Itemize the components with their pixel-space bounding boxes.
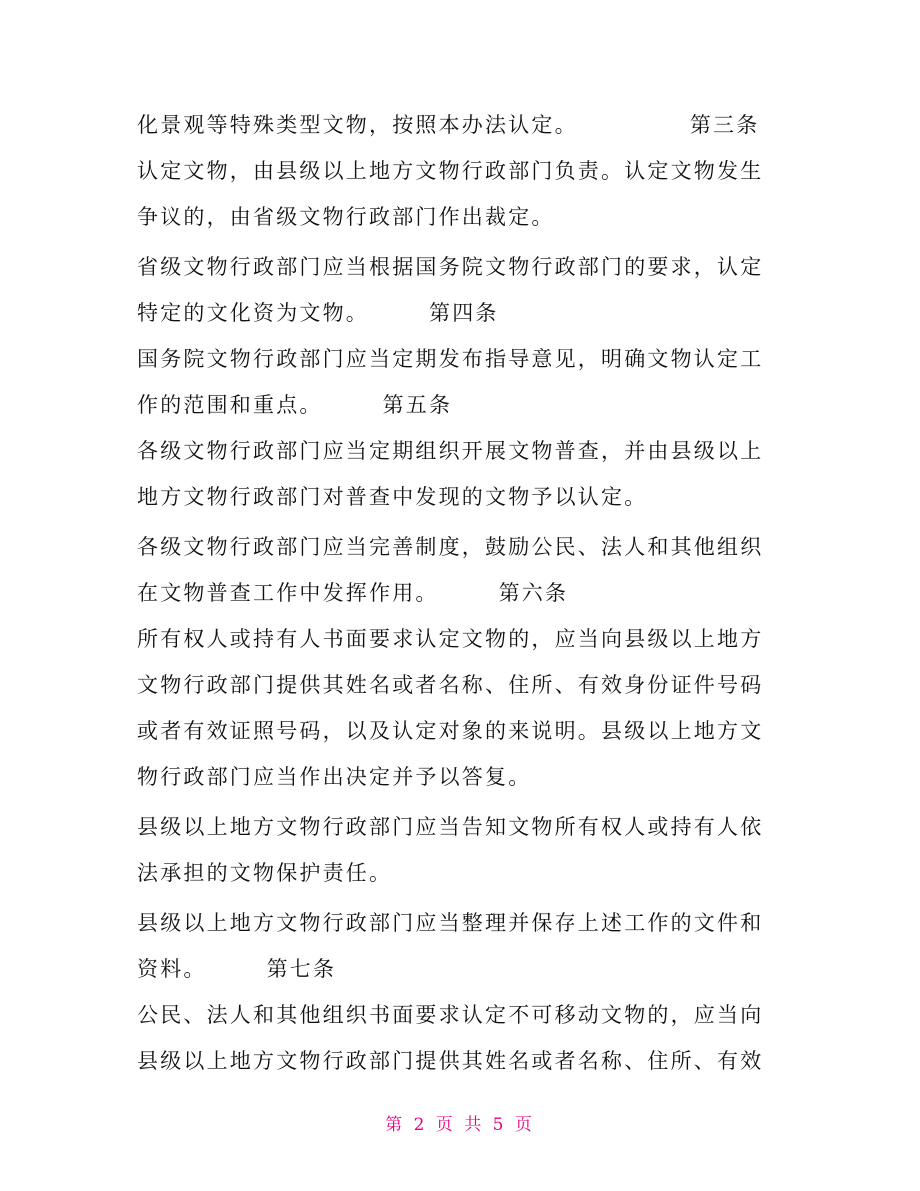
text-line [137,708,787,754]
text-line [137,524,787,570]
line-text: 县级以上地方文物行政部门提供其姓名或者名称、住所、有效 [137,1049,764,1073]
article-heading: 第五条 [382,393,453,417]
article-heading: 第四条 [429,301,499,325]
text-line [137,946,787,992]
text-line [137,474,787,520]
text-line [137,570,787,616]
text-line [137,754,787,800]
text-line [137,148,787,194]
text-line [137,616,787,662]
page-footer [0,1110,920,1135]
line-text: 各级文物行政部门应当完善制度，鼓励公民、法人和其他组织 [137,535,764,559]
line-text: 所有权人或持有人书面要求认定文物的，应当向县级以上地方 [137,627,764,651]
line-text: 省级文物行政部门应当根据国务院文物行政部门的要求，认定 [137,255,764,279]
text-line [137,992,787,1038]
line-text: 在文物普查工作中发挥作用。 [137,581,439,605]
text-line [137,336,787,382]
line-text: 法承担的文物保护责任。 [137,861,393,885]
line-text: 化景观等特殊类型文物，按照本办法认定。 [137,113,578,137]
line-text: 争议的，由省级文物行政部门作出裁定。 [137,205,555,229]
line-text: 特定的文化资为文物。 [137,301,369,325]
text-line [137,1038,787,1084]
text-line [137,900,787,946]
text-line [137,428,787,474]
line-text: 作的范围和重点。 [137,393,323,417]
line-text: 或者有效证照号码，以及认定对象的来说明。县级以上地方文 [137,719,764,743]
line-text: 资料。 [137,957,207,981]
text-line [137,102,787,148]
page-number-label: 第 2 页 共 5 页 [385,1115,535,1135]
document-body [137,102,787,1084]
line-text: 各级文物行政部门应当定期组织开展文物普查，并由县级以上 [137,439,764,463]
text-line [137,194,787,240]
text-line [137,850,787,896]
article-heading: 第七条 [266,957,337,981]
line-text: 物行政部门应当作出决定并予以答复。 [137,765,532,789]
text-line [137,290,787,336]
line-text: 县级以上地方文物行政部门应当告知文物所有权人或持有人依 [137,815,764,839]
line-text: 地方文物行政部门对普查中发现的文物予以认定。 [137,485,648,509]
line-text: 公民、法人和其他组织书面要求认定不可移动文物的，应当向 [137,1003,764,1027]
line-text: 认定文物，由县级以上地方文物行政部门负责。认定文物发生 [137,159,764,183]
text-line [137,244,787,290]
line-text: 县级以上地方文物行政部门应当整理并保存上述工作的文件和 [137,911,764,935]
article-heading: 第六条 [498,581,569,605]
text-line [137,382,787,428]
text-line [137,804,787,850]
article-heading: 第三条 [689,113,760,137]
text-line [137,662,787,708]
line-text: 国务院文物行政部门应当定期发布指导意见，明确文物认定工 [137,347,764,371]
line-text: 文物行政部门提供其姓名或者名称、住所、有效身份证件号码 [137,673,764,697]
